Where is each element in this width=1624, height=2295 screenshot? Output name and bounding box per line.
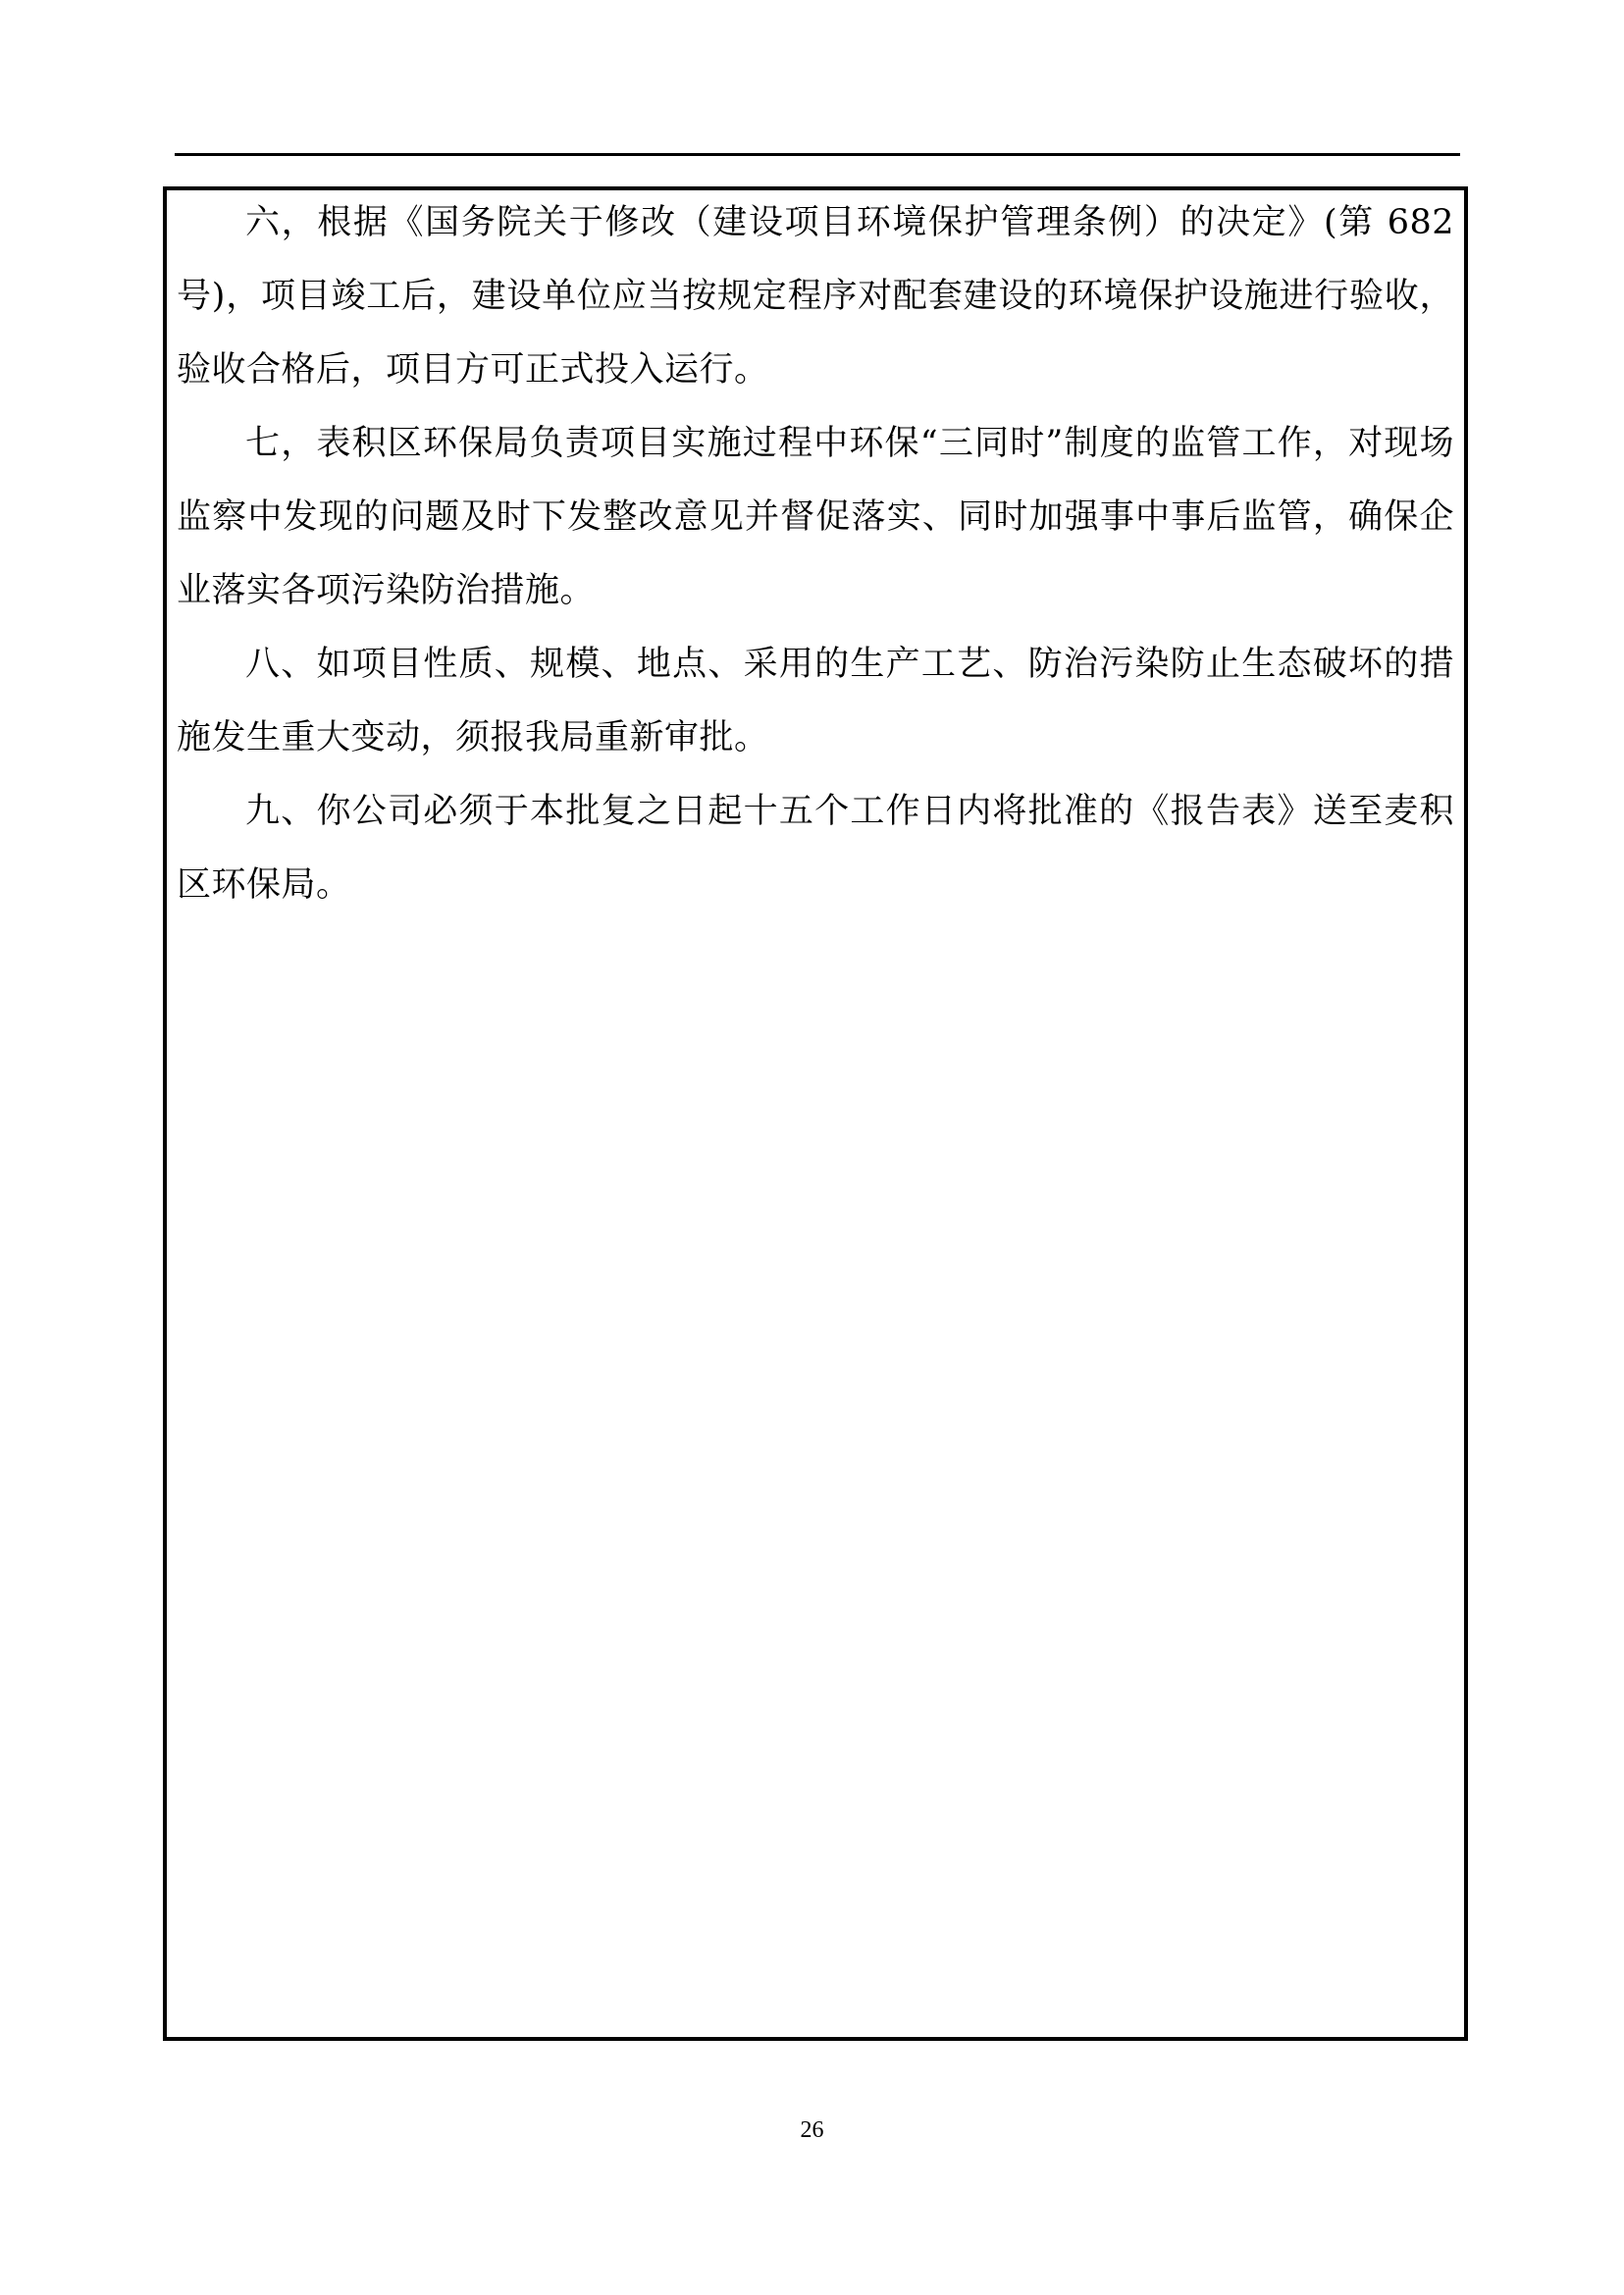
paragraph-7: 七，表积区环保局负责项目实施过程中环保“三同时”制度的监管工作，对现场监察中发现的问题及时下发整改意见并督促落实、同时加强事中事后监管，确保企业落实各项污染防治措施。 [177,424,1454,610]
paragraph-6: 六，根据《国务院关于修改（建设项目环境保护管理条例）的决定》(第 682 号)，项目竣工后，建设单位应当按规定程序对配套建设的环境保护设施进行验收，验收合格后，项目方可正式投入运行。 [177,203,1454,390]
header-rule [175,153,1460,156]
page-number: 26 [800,2117,824,2143]
paragraph-9: 九、你公司必须于本批复之日起十五个工作日内将批准的《报告表》送至麦积区环保局。 [177,792,1454,905]
document-body [177,186,1454,922]
paragraph-8: 八、如项目性质、规模、地点、采用的生产工艺、防治污染防止生态破坏的措施发生重大变动，须报我局重新审批。 [177,645,1454,757]
